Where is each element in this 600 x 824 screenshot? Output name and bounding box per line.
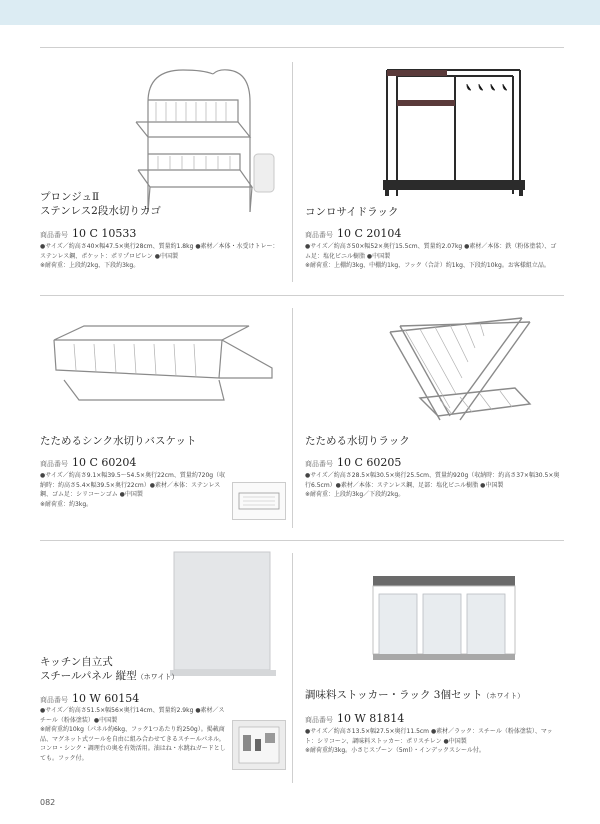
product-thumbnail: [232, 720, 286, 770]
product-code: 商品番号 10 C 20104: [305, 227, 402, 240]
product-image-stove-side-rack: [375, 62, 535, 202]
page-number: 082: [40, 798, 56, 807]
product-code: 商品番号 10 C 60205: [305, 456, 402, 469]
product-specs: ●サイズ／約高さ13.5×幅27.5×奥行11.5cm ●素材／ラック：スチール（粉体塗装）、マット：シリコーン、調味料ストッカー：ポリスチレン ●中国製 ※耐荷重約3kg。小さじスプーン（5ml）・インデックスシール付。: [305, 728, 553, 754]
product-code: 商品番号 10 W 81814: [305, 712, 405, 725]
product-image-folding-rack: [380, 312, 540, 430]
product-name: 調味料ストッカー・ラック 3個セット（ホワイト）: [305, 689, 525, 701]
product-name: たためるシンク水切りバスケット: [40, 435, 197, 447]
divider: [40, 295, 564, 296]
product-thumbnail: [232, 482, 286, 520]
divider: [40, 47, 564, 48]
divider: [292, 553, 293, 783]
product-name: プロンジュⅡ ステンレス2段水切りカゴ: [40, 191, 161, 217]
product-specs: ●サイズ／約高さ28.5×幅30.5×奥行25.5cm、質量約920g（収納時：約高さ37×幅30.5×奥行6.5cm）●素材／本体：ステンレス鋼、足部：塩化ビニル樹脂 ●中国製 ※耐荷重：上段約3kg／下段約2kg。: [305, 472, 560, 498]
product-code: 商品番号 10 C 10533: [40, 227, 137, 240]
divider: [40, 540, 564, 541]
product-code: 商品番号 10 W 60154: [40, 692, 140, 705]
product-image-seasoning-stocker: [365, 572, 525, 664]
product-name: コンロサイドラック: [305, 206, 399, 218]
product-specs: ●サイズ／約高さ50×幅52×奥行15.5cm、質量約2.07kg ●素材／本体：鉄（粉体塗装）、ゴム足：塩化ビニル樹脂 ●中国製 ※耐荷重：上棚約3kg、中棚約1kg、フック（合計）約1kg、下段約10kg。お客様組立品。: [305, 243, 557, 269]
product-name: キッチン自立式 スチールパネル 縦型（ホワイト）: [40, 656, 179, 682]
product-specs: ●サイズ／約高さ9.1×幅39.5～54.5×奥行22cm、質量約720g（収納時：約高さ5.4×幅39.5×奥行22cm）●素材／本体：ステンレス鋼、ゴム足：シリコーンゴム ●中国製 ※耐荷重：約3kg。: [40, 472, 226, 508]
header-band: [0, 0, 600, 25]
product-specs: ●サイズ／約高さ40×幅47.5×奥行28cm、質量約1.8kg ●素材／本体・水受けトレー：ステンレス鋼、ポケット：ポリプロピレン ●中国製 ※耐荷重：上段約2kg、下段約3kg。: [40, 243, 279, 269]
divider: [292, 308, 293, 528]
product-name: たためる水切りラック: [305, 435, 410, 447]
product-code: 商品番号 10 C 60204: [40, 456, 137, 469]
product-specs: ●サイズ／約高さ51.5×幅56×奥行14cm、質量約2.9kg ●素材／スチール（粉体塗装）●中国製 ※耐荷重約10kg（パネル約6kg、フック1つあたり約250g）。掲載商品、マグネット式ツールを自由に組み合わせてきるスチールパネル。コンロ・シンク・調理台の奥を有効活用。油はね・水跳ねガードとしても。フック付。: [40, 707, 226, 762]
divider: [292, 62, 293, 282]
product-image-sink-basket: [44, 318, 280, 408]
product-image-steel-panel: [170, 550, 278, 680]
